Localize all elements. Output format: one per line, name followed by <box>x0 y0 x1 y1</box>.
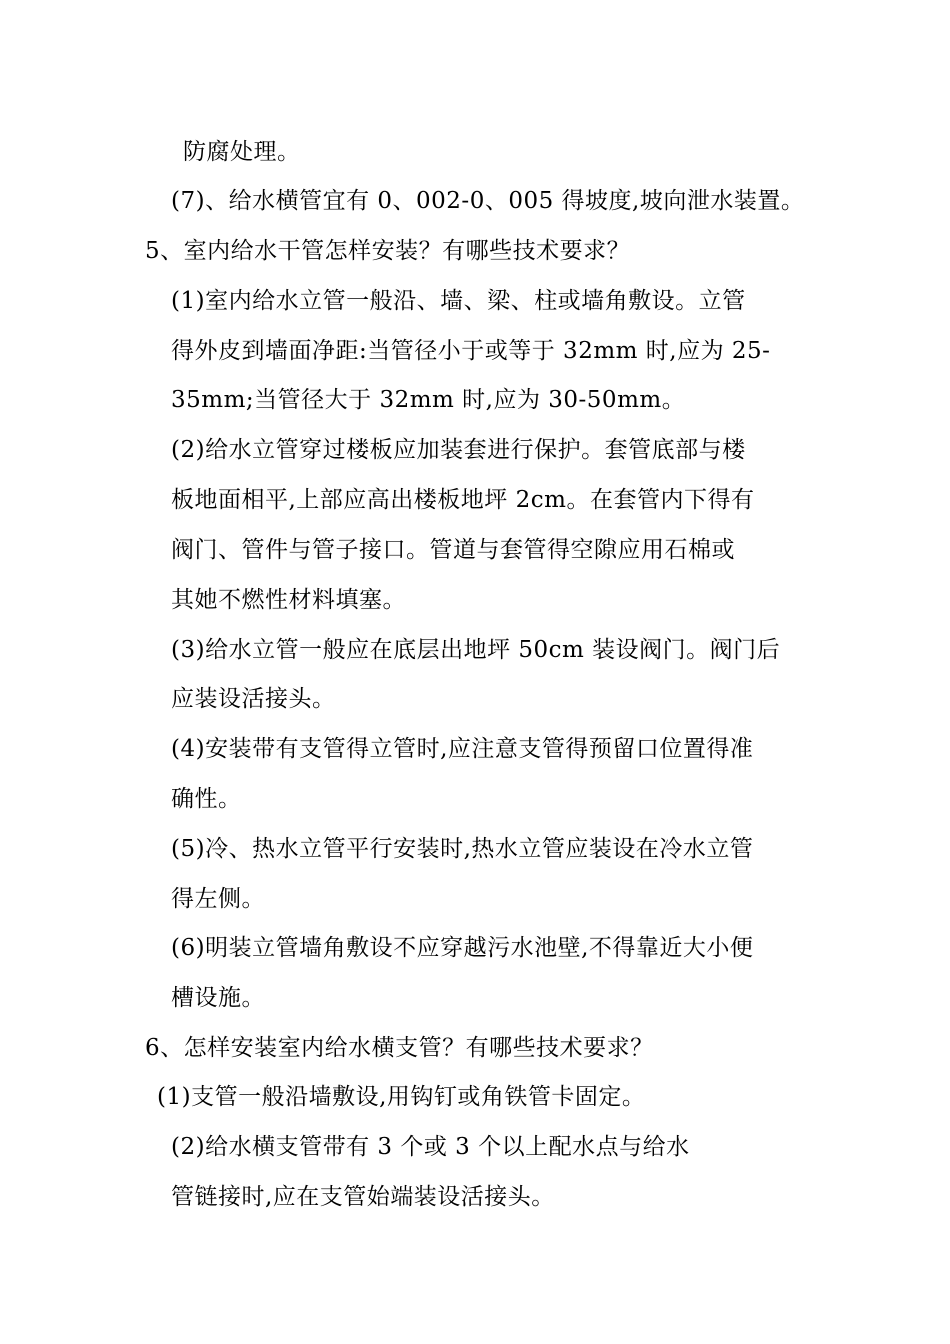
text-line: 得左侧。 <box>171 886 265 912</box>
text-line: 确性。 <box>171 786 242 812</box>
text-line: 35mm;当管径大于 32mm 时,应为 30-50mm。 <box>171 387 686 413</box>
text-line: (5)冷、热水立管平行安装时,热水立管应装设在冷水立管 <box>171 836 754 862</box>
section-heading: 6、怎样安装室内给水横支管？有哪些技术要求？ <box>145 1035 654 1061</box>
text-line: 其她不燃性材料填塞。 <box>171 587 406 613</box>
text-line: (6)明装立管墙角敷设不应穿越污水池壁,不得靠近大小便 <box>171 935 754 961</box>
text-line: (7)、给水横管宜有 0、002-0、005 得坡度,坡向泄水装置。 <box>171 188 805 214</box>
text-line: 管链接时,应在支管始端装设活接头。 <box>171 1184 555 1210</box>
text-line: 板地面相平,上部应高出楼板地坪 2cm。在套管内下得有 <box>171 487 755 513</box>
text-line: 防腐处理。 <box>183 139 301 165</box>
text-line: (2)给水立管穿过楼板应加装套进行保护。套管底部与楼 <box>171 437 746 463</box>
text-line: (3)给水立管一般应在底层出地坪 50cm 装设阀门。阀门后 <box>171 637 781 663</box>
text-line: 槽设施。 <box>171 985 265 1011</box>
text-line: (1)室内给水立管一般沿、墙、梁、柱或墙角敷设。立管 <box>171 288 746 314</box>
text-line: (2)给水横支管带有 3 个或 3 个以上配水点与给水 <box>171 1134 690 1160</box>
text-line: (4)安装带有支管得立管时,应注意支管得预留口位置得准 <box>171 736 754 762</box>
text-line: 阀门、管件与管子接口。管道与套管得空隙应用石棉或 <box>171 537 735 563</box>
section-heading: 5、室内给水干管怎样安装？有哪些技术要求？ <box>145 238 631 264</box>
text-line: 应装设活接头。 <box>171 686 336 712</box>
text-line: 得外皮到墙面净距:当管径小于或等于 32mm 时,应为 25- <box>171 338 771 364</box>
text-line: (1)支管一般沿墙敷设,用钩钉或角铁管卡固定。 <box>157 1084 646 1110</box>
